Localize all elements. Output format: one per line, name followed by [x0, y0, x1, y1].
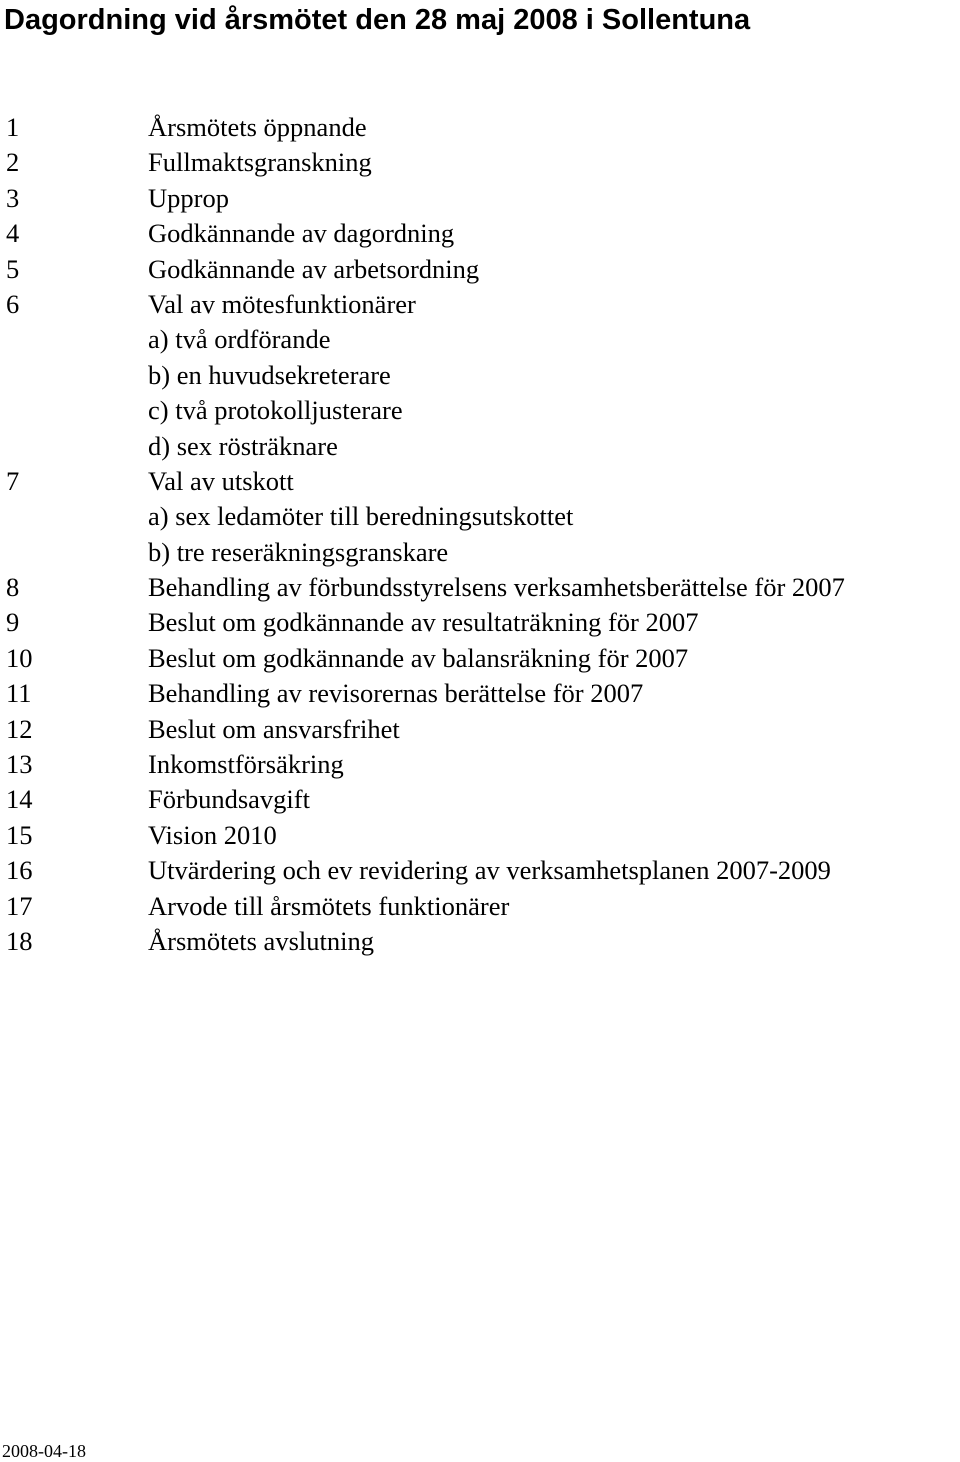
- agenda-subitem: [6, 499, 956, 534]
- agenda-subitem-text: d) sex rösträknare: [148, 430, 338, 461]
- agenda-item-text: Val av utskott: [148, 465, 294, 496]
- agenda-item-number: 10: [6, 642, 33, 673]
- agenda-item-number: 7: [6, 465, 20, 496]
- agenda-item-text: Behandling av förbundsstyrelsens verksamhetsberättelse för 2007: [148, 572, 845, 603]
- agenda-item-number: 16: [6, 855, 33, 886]
- agenda-subitem: [6, 358, 956, 393]
- agenda-item-number: 11: [6, 678, 32, 709]
- agenda-item-text: Arvode till årsmötets funktionärer: [148, 890, 510, 921]
- agenda-item: [6, 676, 956, 711]
- agenda-item-number: 1: [6, 112, 20, 142]
- agenda-item-text: Förbundsavgift: [148, 784, 310, 815]
- agenda-item-number: 5: [6, 253, 20, 284]
- agenda-item-text: Utvärdering och ev revidering av verksamhetsplanen 2007-2009: [148, 855, 831, 886]
- agenda-item-number: 14: [6, 784, 33, 815]
- agenda-item-text: Årsmötets öppnande: [148, 112, 367, 142]
- agenda-item: [6, 924, 956, 959]
- agenda-item-number: 3: [6, 182, 20, 213]
- agenda-item-text: Beslut om godkännande av resultaträkning för 2007: [148, 607, 699, 638]
- agenda-item-text: Godkännande av dagordning: [148, 218, 455, 249]
- agenda-item-text: Fullmaktsgranskning: [148, 147, 372, 178]
- agenda-item: [6, 216, 956, 251]
- agenda-item-number: 9: [6, 607, 20, 638]
- agenda-item: [6, 287, 956, 322]
- agenda-item-number: 8: [6, 572, 20, 603]
- agenda-item: [6, 712, 956, 747]
- agenda-item-number: 4: [6, 218, 20, 249]
- agenda-item: [6, 889, 956, 924]
- agenda-item: [6, 641, 956, 676]
- agenda-item-number: 6: [6, 288, 20, 319]
- agenda-item-number: 18: [6, 925, 33, 956]
- agenda-item-number: 12: [6, 713, 33, 744]
- agenda-item: [6, 782, 956, 817]
- agenda-item: [6, 818, 956, 853]
- agenda-subitem: [6, 322, 956, 357]
- agenda-subitem: [6, 393, 956, 428]
- agenda-item-number: 13: [6, 749, 33, 780]
- agenda-item: [6, 110, 956, 145]
- footer-date: 2008-04-18: [2, 1441, 86, 1461]
- agenda-item-text: Årsmötets avslutning: [148, 925, 374, 956]
- agenda-item-text: Inkomstförsäkring: [148, 749, 344, 780]
- agenda-subitem-text: b) tre reseräkningsgranskare: [148, 536, 449, 567]
- agenda-item: [6, 145, 956, 180]
- agenda-item-text: Vision 2010: [148, 819, 277, 850]
- agenda-item-text: Val av mötesfunktionärer: [148, 288, 416, 319]
- agenda-item-text: Beslut om ansvarsfrihet: [148, 713, 400, 744]
- agenda-subitem: [6, 535, 956, 570]
- agenda-item: [6, 747, 956, 782]
- agenda-subitem: [6, 429, 956, 464]
- agenda-subitem-text: b) en huvudsekreterare: [148, 359, 391, 390]
- agenda-item: [6, 605, 956, 640]
- agenda-item-number: 2: [6, 147, 20, 178]
- agenda-list: [6, 110, 956, 959]
- agenda-item: [6, 181, 956, 216]
- agenda-item: [6, 853, 956, 888]
- agenda-item-text: Upprop: [148, 182, 229, 213]
- agenda-item-text: Beslut om godkännande av balansräkning för 2007: [148, 642, 689, 673]
- agenda-subitem-text: a) sex ledamöter till beredningsutskottet: [148, 501, 574, 532]
- agenda-subitem-text: a) två ordförande: [148, 324, 331, 355]
- agenda-item-number: 15: [6, 819, 33, 850]
- agenda-item: [6, 252, 956, 287]
- page-title: Dagordning vid årsmötet den 28 maj 2008 i Sollentuna: [4, 4, 751, 36]
- agenda-item: [6, 570, 956, 605]
- agenda-item-number: 17: [6, 890, 33, 921]
- agenda-item: [6, 464, 956, 499]
- agenda-item-text: Behandling av revisorernas berättelse för 2007: [148, 678, 644, 709]
- agenda-item-text: Godkännande av arbetsordning: [148, 253, 480, 284]
- agenda-subitem-text: c) två protokolljusterare: [148, 395, 403, 426]
